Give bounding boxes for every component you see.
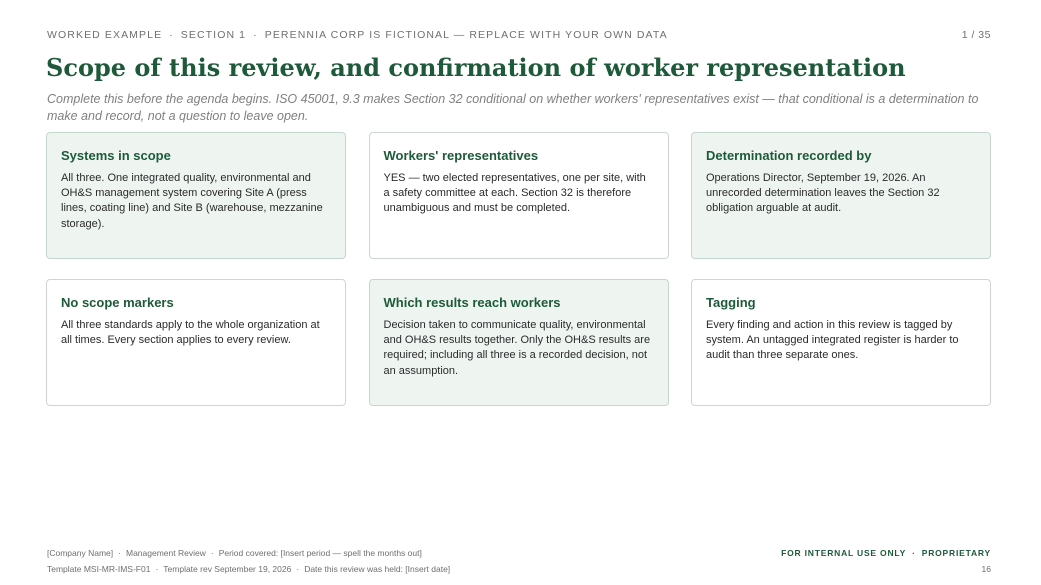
card-heading: Workers' representatives	[383, 148, 539, 163]
breadcrumb	[47, 29, 668, 41]
card-heading: Determination recorded by	[706, 148, 872, 163]
footer-separator: ·	[912, 548, 916, 558]
breadcrumb-separator: ·	[169, 29, 174, 41]
breadcrumb-item: WORKED EXAMPLE	[47, 29, 163, 41]
footer-line-1	[47, 545, 450, 561]
footer-separator: ·	[118, 548, 121, 558]
card-body: All three standards apply to the whole organization at all times. Every section applies to every review.	[61, 319, 320, 347]
confidentiality-proprietary: PROPRIETARY	[921, 548, 991, 558]
card-grid	[46, 132, 991, 406]
card-determination-recorded-by	[691, 132, 991, 259]
footer-line-2	[47, 561, 450, 577]
card-no-scope-markers	[46, 279, 346, 406]
card-heading: Which results reach workers	[383, 295, 561, 310]
period-covered: Period covered: [Insert period — spell the months out]	[218, 548, 422, 558]
card-systems-in-scope	[46, 132, 346, 259]
page-title: Scope of this review, and confirmation of worker representation	[46, 53, 906, 82]
document-type: Management Review	[125, 548, 206, 558]
breadcrumb-item: PERENNIA CORP IS FICTIONAL — REPLACE WITH YOUR OWN DATA	[264, 29, 668, 41]
footer-right	[781, 545, 991, 577]
card-body: Every finding and action in this review is tagged by system. An untagged integrated register is harder to audit than three separate ones.	[706, 319, 959, 362]
card-body: Operations Director, September 19, 2026. An unrecorded determination leaves the Section 32 obligation arguable at audit.	[706, 172, 940, 215]
header-bar	[47, 27, 991, 43]
breadcrumb-separator: ·	[253, 29, 258, 41]
company-name: [Company Name]	[47, 548, 114, 558]
confidentiality-internal: FOR INTERNAL USE ONLY	[781, 548, 907, 558]
footer-separator: ·	[296, 564, 300, 574]
card-workers-representatives	[369, 132, 669, 259]
card-heading: Systems in scope	[61, 148, 171, 163]
card-heading: No scope markers	[61, 295, 174, 310]
card-heading: Tagging	[706, 295, 756, 310]
breadcrumb-item: SECTION 1	[180, 29, 247, 41]
page-indicator: 1 / 35	[961, 29, 991, 41]
page-number: 16	[981, 564, 991, 574]
review-date: Date this review was held: [Insert date]	[304, 564, 451, 574]
footer-separator: ·	[210, 548, 214, 558]
card-body: Decision taken to communicate quality, environmental and OH&S results together. Only the OH&S results are required; including all three is a recorded decision, not an assumption.	[383, 319, 651, 377]
template-revision: Template rev September 19, 2026	[163, 564, 292, 574]
card-body: All three. One integrated quality, environmental and OH&S management system covering Site A (press lines, coating line) and Site B (warehouse, mezzanine storage).	[61, 172, 323, 230]
footer-meta	[47, 545, 450, 577]
card-body: YES — two elected representatives, one per site, with a safety committee at each. Section 32 is therefore unambiguous and must be completed.	[383, 172, 646, 215]
confidentiality-label	[781, 545, 991, 561]
card-tagging	[691, 279, 991, 406]
page-subtitle: Complete this before the agenda begins. ISO 45001, 9.3 makes Section 32 conditional on whether workers' representatives exist — that conditional is a determination to make and record, not a question to leave open.	[47, 92, 979, 123]
card-which-results-reach-workers	[369, 279, 669, 406]
footer-separator: ·	[155, 564, 159, 574]
template-id: Template MSI-MR-IMS-F01	[47, 564, 151, 574]
